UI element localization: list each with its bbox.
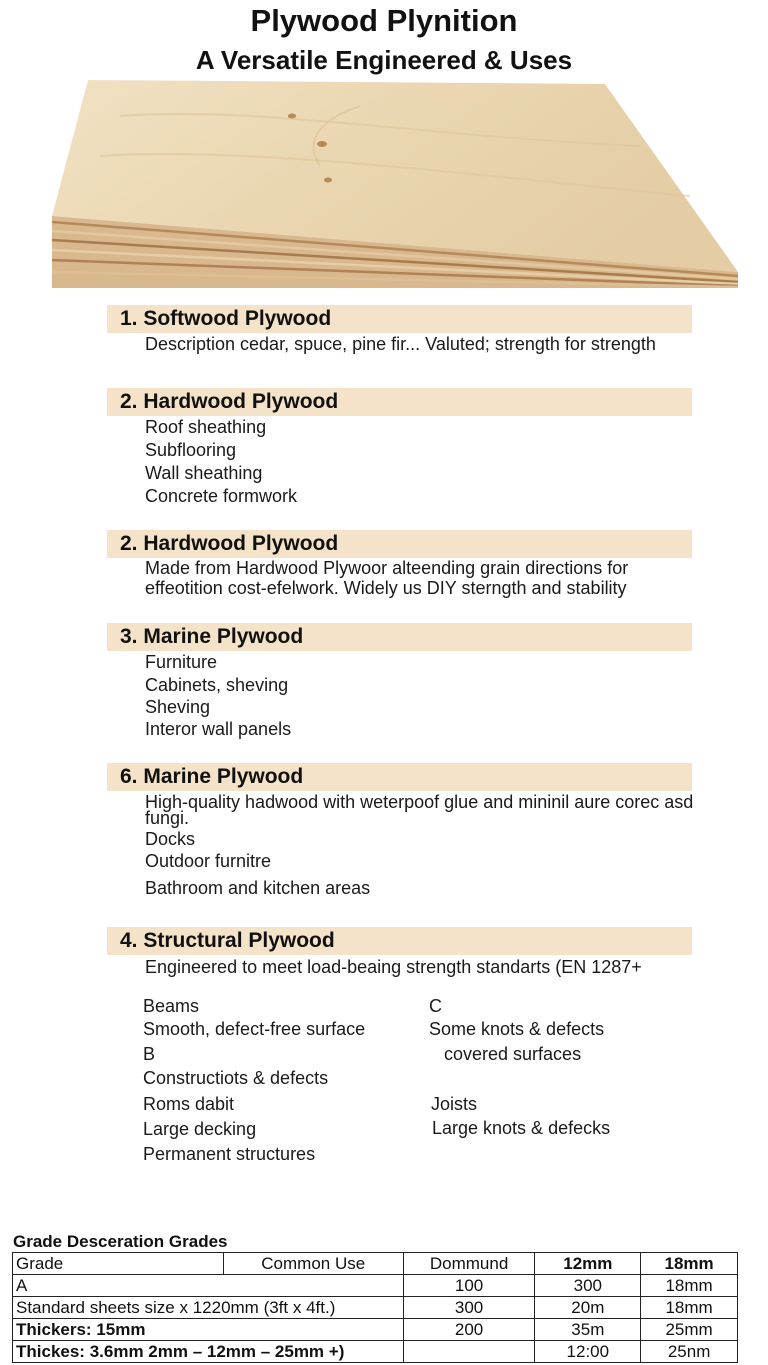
grade-left-item: Roms dabit xyxy=(143,1094,235,1114)
list-item: Sheving xyxy=(145,697,211,717)
plywood-board-illustration xyxy=(0,76,768,288)
list-item: Bathroom and kitchen areas xyxy=(145,878,371,898)
grades-table xyxy=(12,1252,738,1363)
table-header-cell: Dommund xyxy=(403,1253,535,1275)
table-cell: 18mm xyxy=(641,1275,738,1297)
section-text: Made from Hardwood Plywoor alteending grain directions for xyxy=(145,558,629,578)
table-cell: 20m xyxy=(535,1297,641,1319)
section-text: High-quality hadwood with weterpoof glue and mininil aure corec asd xyxy=(145,792,694,812)
list-item: Furniture xyxy=(145,652,218,672)
grade-right-item: Some knots & defects xyxy=(429,1019,605,1039)
list-item: Docks xyxy=(145,829,196,849)
section-text: Engineered to meet load-beaing strength standarts (EN 1287+ xyxy=(145,957,642,977)
list-item: Outdoor furnitre xyxy=(145,851,272,871)
table-row xyxy=(13,1341,738,1363)
table-row xyxy=(13,1275,738,1297)
table-cell: 25nm xyxy=(641,1341,738,1363)
grade-left-item: Beams xyxy=(143,996,200,1016)
table-cell: 12:00 xyxy=(535,1341,641,1363)
table-header-cell: Common Use xyxy=(223,1253,403,1275)
list-item: Cabinets, sheving xyxy=(145,675,289,695)
table-cell: Standard sheets size x 1220mm (3ft x 4ft.) xyxy=(13,1297,404,1319)
list-item: Interor wall panels xyxy=(145,719,292,739)
table-cell: 300 xyxy=(403,1297,535,1319)
table-cell: A xyxy=(13,1275,404,1297)
grade-left-item: B xyxy=(143,1044,156,1064)
section-title: 2. Hardwood Plywood xyxy=(120,390,339,413)
table-row xyxy=(13,1319,738,1341)
table-cell xyxy=(403,1341,535,1363)
section-text: Description cedar, spuce, pine fir... Valuted; strength for strength xyxy=(145,334,656,354)
table-cell: 18mm xyxy=(641,1297,738,1319)
page-title: Plywood Plynition xyxy=(250,3,518,38)
table-header-row xyxy=(13,1253,738,1275)
grade-left-item: Smooth, defect-free surface xyxy=(143,1019,366,1039)
page-subtitle: A Versatile Engineered & Uses xyxy=(195,45,573,75)
table-cell: 300 xyxy=(535,1275,641,1297)
table-cell: 25mm xyxy=(641,1319,738,1341)
table-header-cell: 18mm xyxy=(641,1253,738,1275)
list-item: Wall sheathing xyxy=(145,463,263,483)
table-cell: Thickers: 15mm xyxy=(13,1319,404,1341)
table-cell: 200 xyxy=(403,1319,535,1341)
table-header-cell: 12mm xyxy=(535,1253,641,1275)
grade-left-item: Large decking xyxy=(143,1119,257,1139)
grade-right-item: covered surfaces xyxy=(444,1044,582,1064)
grade-left-item: Constructiots & defects xyxy=(143,1068,329,1088)
section-title: 6. Marine Plywood xyxy=(120,765,304,788)
grade-right-item: Large knots & defecks xyxy=(432,1118,611,1138)
section-title: 1. Softwood Plywood xyxy=(120,307,332,330)
grade-right-item: C xyxy=(429,996,442,1016)
table-cell: 100 xyxy=(403,1275,535,1297)
list-item: Concrete formwork xyxy=(145,486,298,506)
grade-right-item: Joists xyxy=(431,1094,478,1114)
table-cell: Thickes: 3.6mm 2mm – 12mm – 25mm +) xyxy=(13,1341,404,1363)
section-title: 3. Marine Plywood xyxy=(120,625,304,648)
list-item: Subflooring xyxy=(145,440,237,460)
table-cell: 35m xyxy=(535,1319,641,1341)
list-item: Roof sheathing xyxy=(145,417,267,437)
section-title: 4. Structural Plywood xyxy=(120,929,335,952)
table-caption: Grade Desceration Grades xyxy=(13,1232,228,1251)
table-row xyxy=(13,1297,738,1319)
section-title: 2. Hardwood Plywood xyxy=(120,532,339,555)
section-text: fungi. xyxy=(145,808,190,828)
section-text: effeotition cost-efelwork. Widely us DIY sterngth and stability xyxy=(145,578,627,598)
table-header-cell: Grade xyxy=(13,1253,224,1275)
grade-left-item: Permanent structures xyxy=(143,1144,316,1164)
